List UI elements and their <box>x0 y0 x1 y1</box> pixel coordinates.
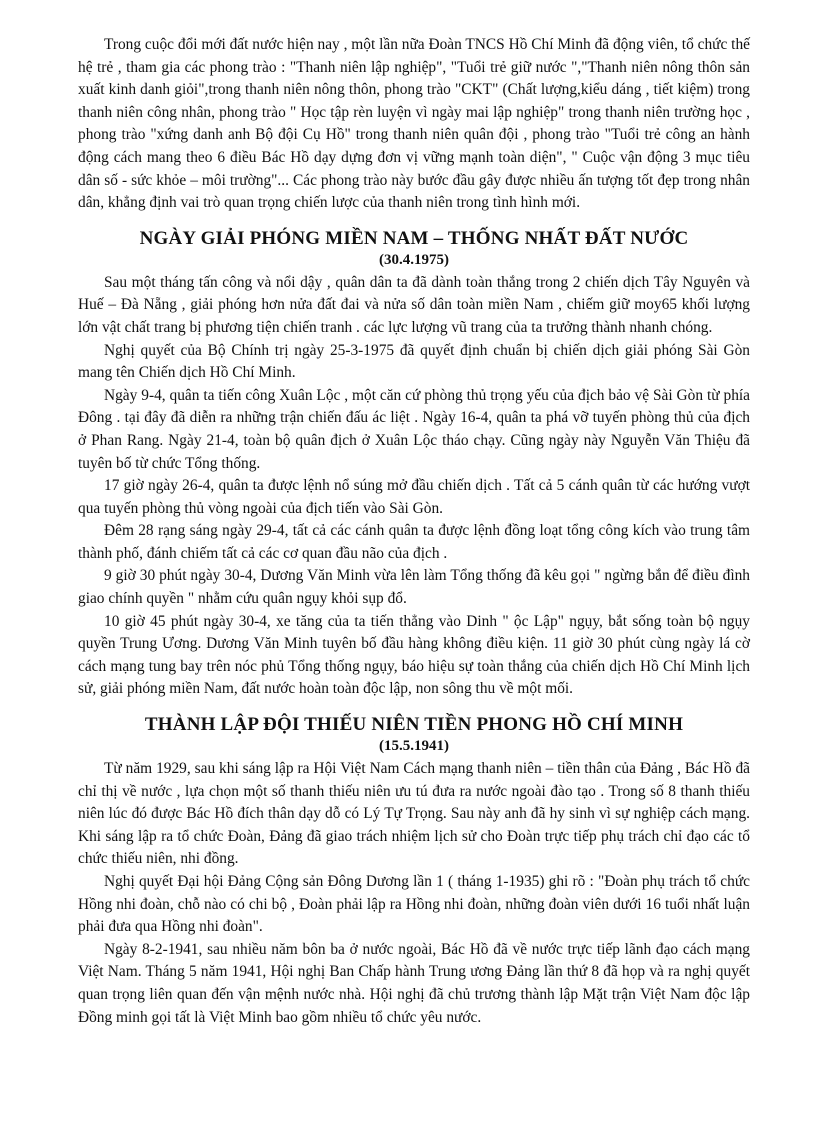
paragraph: Ngày 9-4, quân ta tiến công Xuân Lộc , một căn cứ phòng thủ trọng yếu của địch bảo vệ Sài Gòn từ phía Đông . tại đây đã diễn ra những trận chiến đấu ác liệt . Ngày 16-4, quân ta phá vỡ tuyến phòng thủ của địch ở Phan Rang. Ngày 21-4, toàn bộ quân địch ở Xuân Lộc tháo chạy. Cũng ngày này Nguyễn Văn Thiệu đã tuyên bố từ chức Tổng thống. <box>78 386 750 472</box>
section-title-pioneers: THÀNH LẬP ĐỘI THIẾU NIÊN TIỀN PHONG HỒ CHÍ MINH <box>144 714 684 736</box>
paragraph: Nghị quyết của Bộ Chính trị ngày 25-3-1975 đã quyết định chuẩn bị chiến dịch giải phóng Sài Gòn mang tên Chiến dịch Hồ Chí Minh. <box>78 341 750 382</box>
document-page <box>78 34 750 1029</box>
section-title-liberation: NGÀY GIẢI PHÓNG MIỀN NAM – THỐNG NHẤT ĐẤT NƯỚC <box>139 227 689 249</box>
paragraph: Ngày 8-2-1941, sau nhiều năm bôn ba ở nước ngoài, Bác Hồ đã về nước trực tiếp lãnh đạo cách mạng Việt Nam. Tháng 5 năm 1941, Hội nghị Ban Chấp hành Trung ương Đảng lần thứ 8 đã họp và ra nghị quyết quan trọng liên quan đến vận mệnh nước nhà. Hội nghị đã chủ trương thành lập Mặt trận Việt Nam độc lập Đồng minh gọi tất là Việt Minh bao gồm nhiều tổ chức yêu nước. <box>78 940 750 1026</box>
section-date-liberation: (30.4.1975) <box>379 251 449 268</box>
section-date-pioneers: (15.5.1941) <box>379 738 449 755</box>
paragraph: Từ năm 1929, sau khi sáng lập ra Hội Việt Nam Cách mạng thanh niên – tiền thân của Đảng , Bác Hồ đã chỉ thị về nước , lựa chọn một số thanh thiếu niên ưu tú đưa ra nước ngoài đào tạo . Trong số 8 thanh thiếu niên lúc đó được Bác Hồ đích thân dạy dỗ có Lý Tự Trọng. Sau này anh đã hy sinh vì sự nghiệp cách mạng. Khi sáng lập ra tổ chức Đoàn, Đảng đã giao trách nhiệm lịch sử cho Đoàn trực tiếp phụ trách chỉ đạo các tổ chức thiếu niên, nhi đồng. <box>78 760 750 868</box>
paragraph: Nghị quyết Đại hội Đảng Cộng sản Đông Dương lần 1 ( tháng 1-1935) ghi rõ : "Đoàn phụ trách tổ chức Hồng nhi đoàn, chỗ nào có chi bộ , Đoàn phải lập ra Hồng nhi đoàn, những đoàn viên dưới 16 tuổi nhất luận phải đưa qua Hồng nhi đoàn". <box>78 873 750 936</box>
paragraph: Đêm 28 rạng sáng ngày 29-4, tất cả các cánh quân ta được lệnh đồng loạt tổng công kích vào trung tâm thành phố, đánh chiếm tất cả các cơ quan đầu não của địch . <box>78 522 750 562</box>
paragraph: 17 giờ ngày 26-4, quân ta được lệnh nổ súng mở đầu chiến dịch . Tất cả 5 cánh quân từ các hướng vượt qua tuyến phòng thủ vòng ngoài của địch tiến vào Sài Gòn. <box>78 477 750 517</box>
paragraph: 9 giờ 30 phút ngày 30-4, Dương Văn Minh vừa lên làm Tổng thống đã kêu gọi " ngừng bắn để điều đình giao chính quyền " nhằm cứu quân ngụy khỏi sụp đổ. <box>78 567 750 608</box>
paragraph: 10 giờ 45 phút ngày 30-4, xe tăng của ta tiến thẳng vào Dinh " ộc Lập" ngụy, bắt sống toàn bộ ngụy quyền Trung Ương. Dương Văn Minh tuyên bố đầu hàng không điều kiện. 11 giờ 30 phút cùng ngày lá cờ cách mạng tung bay trên nóc phủ Tổng thống ngụy, báo hiệu sự toàn thắng của chiến dịch Hồ Chí Minh lịch sử, giải phóng miền Nam, đất nước hoàn toàn độc lập, non sông thu về một mối. <box>78 612 750 698</box>
intro-paragraph: Trong cuộc đổi mới đất nước hiện nay , một lần nữa Đoàn TNCS Hồ Chí Minh đã động viên, tổ chức thế hệ trẻ , tham gia các phong trào : "Thanh niên lập nghiệp", "Tuổi trẻ giữ nước ","Thanh niên nông thôn sản xuất kinh danh giỏi",trong thanh niên nông thôn, phong trào "CKT" (Chất lượng,kiểu dáng , tiết kiệm) trong thanh niên công nhân, phong trào " Học tập rèn luyện vì ngày mai lập nghiệp" trong thanh niên trường học , phong trào "xứng danh anh Bộ đội Cụ Hồ" trong thanh niên quân đội , phong trào "Tuổi trẻ công an hành động cách mang theo 6 điều Bác Hồ dạy dựng đơn vị vững mạnh toàn diện", " Cuộc vận động 3 mục tiêu dân số - sức khỏe – môi trường"... Các phong trào này bước đầu gây được nhiều ấn tượng tốt đẹp trong nhân dân, khẳng định vai trò quan trọng chiến lược của thanh niên trong tình hình mới. <box>78 36 750 212</box>
paragraph: Sau một tháng tấn công và nổi dậy , quân dân ta đã dành toàn thắng trong 2 chiến dịch Tây Nguyên và Huế – Đà Nẵng , giải phóng hơn nửa đất đai và nửa số dân toàn miền Nam , chiếm giữ moy65 khối lượng lớn vật chất trang bị phương tiện chiến tranh . các lực lượng vũ trang của ta trưởng thành nhanh chóng. <box>78 273 750 336</box>
